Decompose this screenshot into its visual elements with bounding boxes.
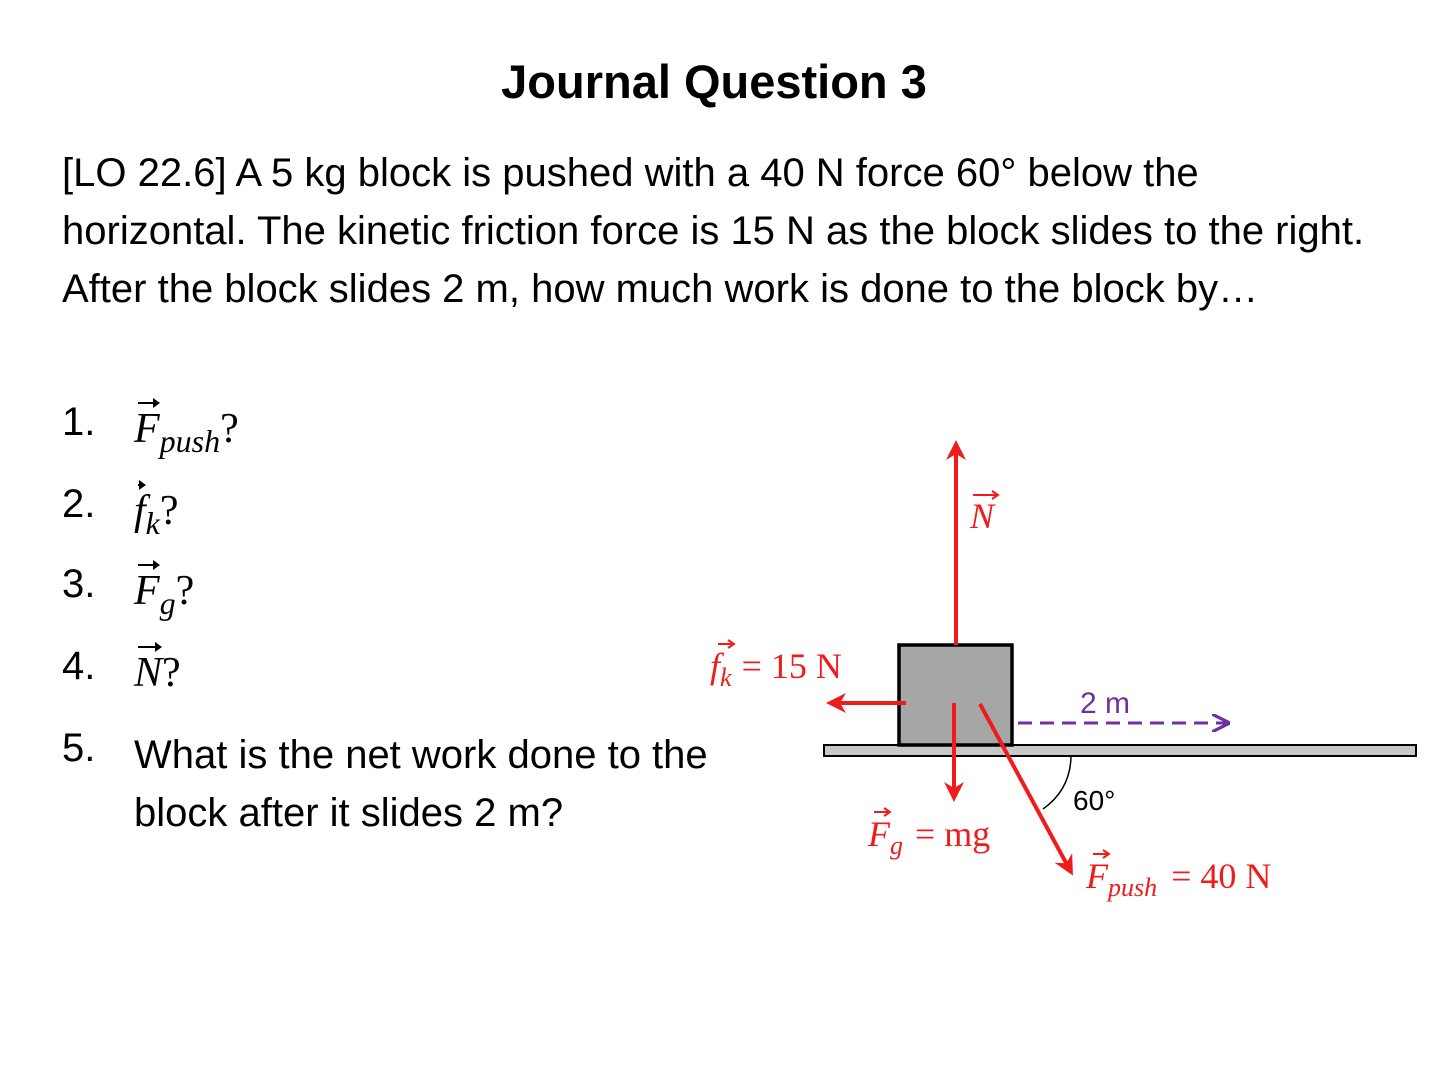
normal-force-symbol: N [970, 496, 995, 536]
push-force-text [1085, 856, 1271, 902]
vector-symbol: F [134, 400, 160, 458]
friction-force-label [710, 640, 842, 692]
problem-statement: [LO 22.6] A 5 kg block is pushed with a 40 N force 60° below the horizontal. The kinetic friction force is 15 N as the block slides to the right. After the block slides 2 m, how much work is done to the block by… [62, 151, 1365, 311]
question-text: What is the net work done to the block after it slides 2 m? [134, 733, 708, 835]
friction-symbol: f [710, 646, 721, 686]
page-title: Journal Question 3 [501, 55, 927, 108]
friction-value: = 15 N [741, 646, 842, 686]
question-number: 4. [62, 644, 96, 688]
push-force-label [1085, 850, 1271, 902]
question-number: 1. [62, 400, 96, 444]
vector-subscript: push [159, 423, 221, 459]
vector-symbol: f [134, 482, 146, 540]
angle-label: 60° [1073, 785, 1116, 816]
vector-subscript: k [145, 505, 160, 541]
question-mark: ? [220, 406, 239, 452]
question-mark: ? [175, 568, 195, 614]
gravity-subscript: g [890, 831, 903, 860]
push-force-arrow [980, 704, 1071, 872]
question-number: 5. [62, 726, 96, 770]
vector-subscript: g [159, 585, 176, 621]
normal-force-label [969, 491, 998, 536]
angle-arc [1043, 757, 1071, 809]
vector-symbol: N [134, 644, 162, 702]
push-value: = 40 N [1171, 856, 1272, 896]
friction-force-text [710, 646, 842, 692]
vector-symbol: F [134, 562, 160, 620]
question-number: 3. [62, 562, 96, 606]
push-symbol: F [1086, 856, 1108, 896]
question-mark: ? [162, 650, 181, 696]
gravity-symbol: F [868, 814, 890, 854]
gravity-force-label [867, 808, 990, 860]
push-subscript: push [1108, 873, 1158, 902]
question-number: 2. [62, 482, 96, 526]
gravity-force-text [867, 814, 990, 860]
question-mark: ? [159, 488, 179, 534]
friction-subscript: k [720, 663, 732, 692]
displacement-label: 2 m [1080, 687, 1131, 720]
gravity-value: = mg [915, 814, 991, 854]
